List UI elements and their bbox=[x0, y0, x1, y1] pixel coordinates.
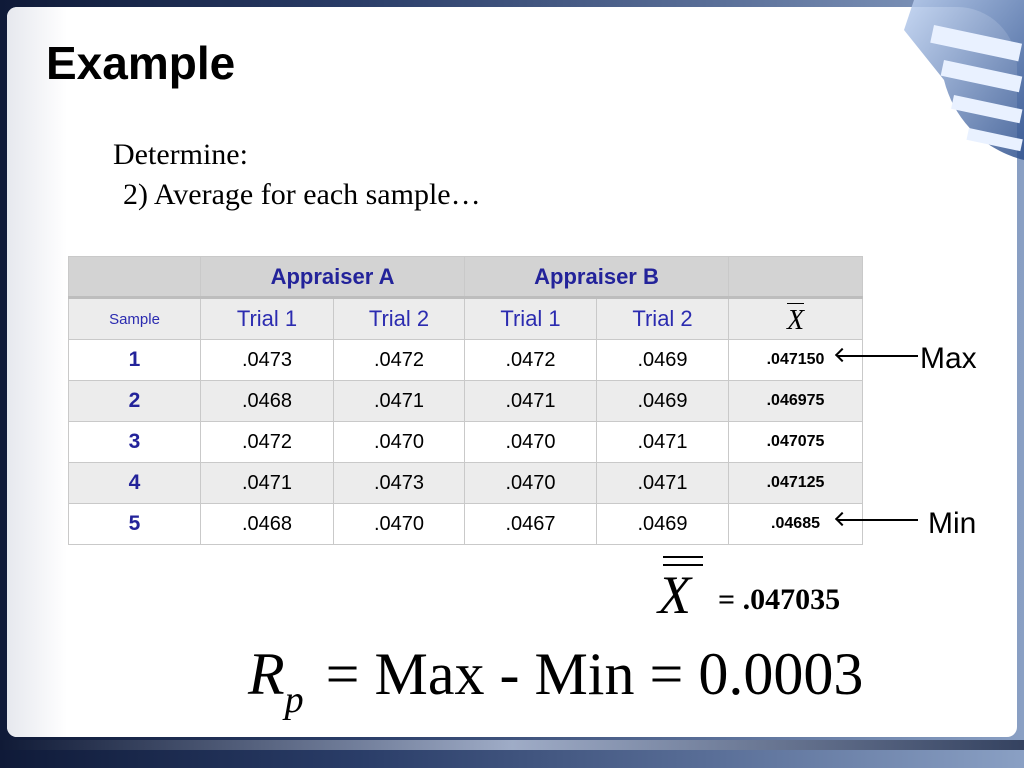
bottom-stripe bbox=[0, 740, 1024, 750]
sample-number: 3 bbox=[69, 422, 201, 463]
group-header-appraiser-b: Appraiser B bbox=[465, 257, 729, 298]
table-row bbox=[69, 504, 863, 545]
measurements-table bbox=[68, 256, 863, 545]
table-column-header-row bbox=[69, 298, 863, 340]
measurement-cell: .0472 bbox=[465, 340, 597, 381]
column-header-average bbox=[729, 298, 863, 340]
measurement-cell: .0467 bbox=[465, 504, 597, 545]
measurement-cell: .0473 bbox=[201, 340, 334, 381]
measurement-cell: .0471 bbox=[597, 422, 729, 463]
measurement-cell: .0471 bbox=[334, 381, 465, 422]
table-row bbox=[69, 340, 863, 381]
column-header-b-trial-2: Trial 2 bbox=[597, 298, 729, 340]
formula-r: R bbox=[248, 641, 285, 707]
table-row bbox=[69, 463, 863, 504]
group-header-empty bbox=[729, 257, 863, 298]
measurement-cell: .0468 bbox=[201, 504, 334, 545]
decorative-corner-graphic bbox=[874, 0, 1024, 160]
column-header-a-trial-2: Trial 2 bbox=[334, 298, 465, 340]
measurement-cell: .0472 bbox=[201, 422, 334, 463]
group-header-appraiser-a: Appraiser A bbox=[201, 257, 465, 298]
formula-subscript: p bbox=[284, 679, 304, 721]
measurement-cell: .0469 bbox=[597, 504, 729, 545]
table-row bbox=[69, 422, 863, 463]
measurement-cell: .0471 bbox=[201, 463, 334, 504]
measurement-cell: .0469 bbox=[597, 340, 729, 381]
measurement-cell: .0469 bbox=[597, 381, 729, 422]
range-formula bbox=[248, 640, 864, 721]
slide-title: Example bbox=[46, 37, 236, 89]
x-bar-symbol: X bbox=[787, 301, 804, 337]
measurement-cell: .0468 bbox=[201, 381, 334, 422]
column-header-sample: Sample bbox=[69, 298, 201, 340]
sample-number: 4 bbox=[69, 463, 201, 504]
measurement-cell: .0470 bbox=[465, 422, 597, 463]
min-label: Min bbox=[928, 507, 977, 540]
min-arrow bbox=[838, 519, 918, 521]
table-group-header-row bbox=[69, 257, 863, 298]
column-header-a-trial-1: Trial 1 bbox=[201, 298, 334, 340]
max-label: Max bbox=[920, 342, 977, 375]
sample-average: .04685 bbox=[729, 504, 863, 545]
column-header-b-trial-1: Trial 1 bbox=[465, 298, 597, 340]
sample-number: 2 bbox=[69, 381, 201, 422]
group-header-empty bbox=[69, 257, 201, 298]
grand-average-symbol: X bbox=[658, 565, 691, 625]
determine-label: Determine: bbox=[113, 138, 248, 171]
sample-average: .047150 bbox=[729, 340, 863, 381]
panel-left-shade bbox=[7, 7, 67, 737]
grand-average-value: = .047035 bbox=[718, 583, 841, 616]
measurement-cell: .0472 bbox=[334, 340, 465, 381]
sample-number: 5 bbox=[69, 504, 201, 545]
formula-body: = Max - Min = 0.0003 bbox=[325, 641, 864, 707]
measurement-cell: .0470 bbox=[465, 463, 597, 504]
measurement-cell: .0473 bbox=[334, 463, 465, 504]
table-row bbox=[69, 381, 863, 422]
step-label: 2) Average for each sample… bbox=[123, 178, 481, 211]
sample-average: .046975 bbox=[729, 381, 863, 422]
measurement-cell: .0470 bbox=[334, 504, 465, 545]
measurement-cell: .0471 bbox=[465, 381, 597, 422]
sample-number: 1 bbox=[69, 340, 201, 381]
sample-average: .047075 bbox=[729, 422, 863, 463]
sample-average: .047125 bbox=[729, 463, 863, 504]
measurement-cell: .0471 bbox=[597, 463, 729, 504]
grand-average-bar-top bbox=[663, 556, 703, 558]
max-arrow bbox=[838, 355, 918, 357]
measurement-cell: .0470 bbox=[334, 422, 465, 463]
